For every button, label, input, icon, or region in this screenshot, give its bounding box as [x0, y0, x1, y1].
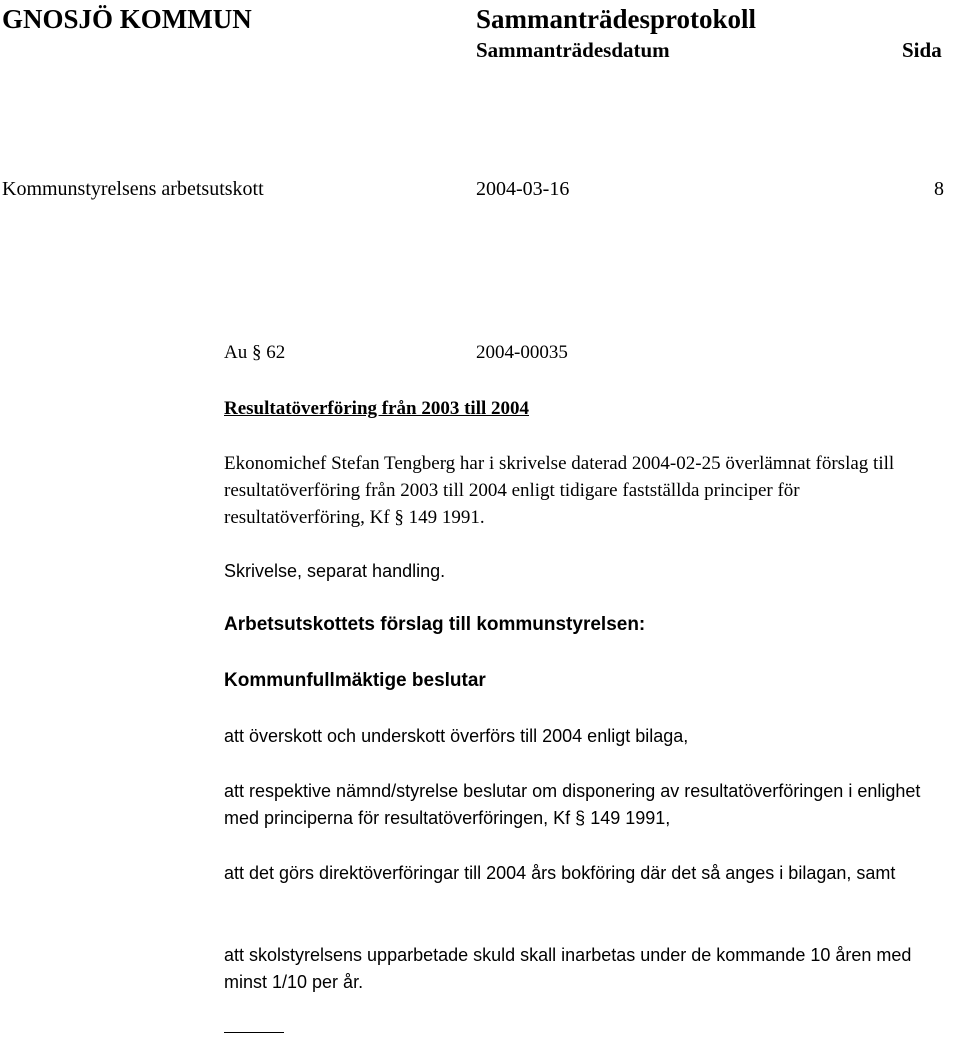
case-title: Resultatöverföring från 2003 till 2004: [224, 398, 530, 419]
separator-line: [224, 1032, 284, 1033]
page-label: Sida: [902, 38, 942, 62]
meeting-date: 2004-03-16: [476, 178, 570, 200]
committee-name: Kommunstyrelsens arbetsutskott: [2, 178, 264, 200]
decision-item: att det görs direktöverföringar till 2004 års bokföring där det så anges i bilagan, samt: [224, 863, 896, 883]
proposal-heading: Arbetsutskottets förslag till kommunstyrelsen:: [224, 614, 646, 635]
date-label: Sammanträdesdatum: [476, 38, 670, 62]
decision-item: att respektive nämnd/styrelse beslutar om disponering av resultatöverföringen i enlighet med principerna för resultatöverföringen, Kf § 149 1991,: [224, 781, 921, 828]
case-number: 2004-00035: [476, 342, 568, 363]
proposal-subheading: Kommunfullmäktige beslutar: [224, 670, 486, 691]
attachment-note: Skrivelse, separat handling.: [224, 561, 446, 581]
intro-paragraph: Ekonomichef Stefan Tengberg har i skrivelse daterad 2004-02-25 överlämnat förslag till resultatöverföring från 2003 till 2004 enligt tidigare fastställda principer för resultatöverföring, Kf § 149 1991.: [224, 453, 895, 528]
decision-item: att överskott och underskott överförs till 2004 enligt bilaga,: [224, 726, 689, 746]
case-reference: Au § 62: [224, 342, 286, 363]
municipality-name: GNOSJÖ KOMMUN: [2, 4, 252, 34]
document-type: Sammanträdesprotokoll: [476, 4, 757, 34]
decision-item: att skolstyrelsens upparbetade skuld skall inarbetas under de kommande 10 åren med minst 1/10 per år.: [224, 945, 912, 992]
page-number: 8: [934, 178, 944, 200]
